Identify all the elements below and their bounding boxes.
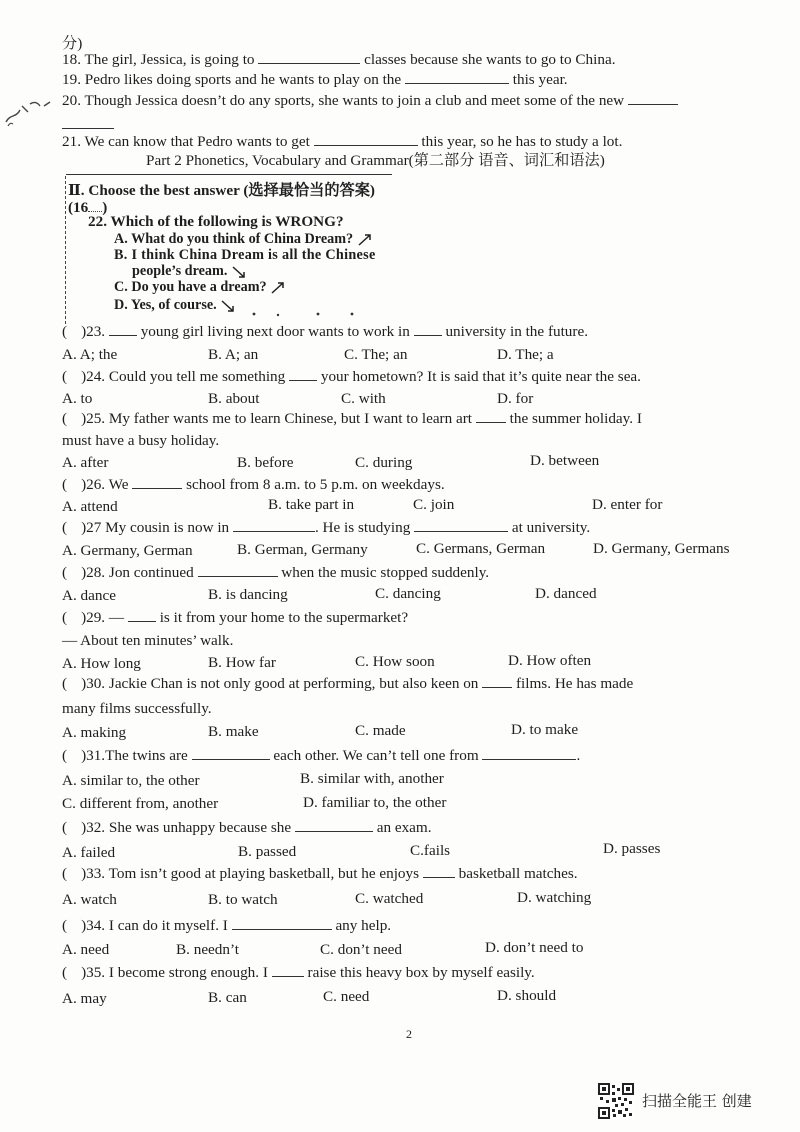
option-d[interactable]: D. don’t need to (485, 939, 584, 956)
option-c[interactable]: C. join (413, 496, 455, 513)
question-number: 20. (62, 92, 81, 109)
option-a[interactable]: A. may (62, 990, 107, 1007)
option-d[interactable]: D. How often (508, 652, 592, 669)
answer-paren: ( (62, 323, 68, 340)
question-24 (62, 367, 641, 387)
answer-blank (476, 422, 506, 423)
answer-paren: ( (62, 917, 68, 934)
question-text: an exam. (376, 819, 432, 836)
question-number: )25. (81, 410, 106, 427)
question-33 (62, 864, 578, 884)
option-d[interactable]: D. for (497, 390, 534, 407)
option-a[interactable]: A. failed (62, 844, 116, 861)
question-text: We can know that Pedro wants to get (84, 133, 310, 150)
option-a[interactable]: A. A; the (62, 346, 118, 363)
option-d[interactable]: D. passes (603, 840, 661, 857)
option-d[interactable]: D. to make (511, 721, 579, 738)
answer-blank (482, 759, 576, 760)
answer-blank (423, 877, 455, 878)
option-b[interactable]: B. about (208, 390, 260, 407)
dialogue-dash: — (108, 609, 125, 626)
question-number: )31. (81, 747, 106, 764)
answer-paren: ( (62, 564, 68, 581)
option-b[interactable]: B. needn’t (176, 941, 239, 958)
option-b[interactable]: B. is dancing (208, 586, 288, 603)
question-text: classes because she wants to go to China. (364, 51, 616, 68)
question-text: any help. (335, 917, 392, 934)
question-21 (62, 132, 622, 152)
question-text: The girl, Jessica, is going to (84, 51, 255, 68)
question-text: raise this heavy box by myself easily. (307, 964, 535, 981)
answer-blank (232, 929, 332, 930)
question-text: this year. (512, 71, 568, 88)
question-number: )24. (81, 368, 106, 385)
option-b[interactable]: B. can (208, 989, 247, 1006)
answer-paren: ( (62, 609, 68, 626)
question-text: I can do it myself. I (108, 917, 228, 934)
question-31 (62, 746, 580, 766)
question-text: the summer holiday. I (509, 410, 642, 427)
option-a[interactable]: A. attend (62, 498, 118, 515)
question-number: )35. (81, 964, 106, 981)
answer-blank (414, 335, 442, 336)
question-number: )33. (81, 865, 106, 882)
rising-intonation-arrow-icon (270, 281, 286, 295)
option-a[interactable]: A. need (62, 941, 110, 958)
option-c[interactable]: C. need (323, 988, 370, 1005)
q22-option-c (114, 277, 286, 297)
option-c[interactable]: C. watched (355, 890, 424, 907)
option-c[interactable]: C. dancing (375, 585, 441, 602)
answer-paren: ( (62, 519, 68, 536)
option-c[interactable]: C. Germans, German (416, 540, 546, 557)
option-text: D. Yes, of course. (114, 297, 217, 313)
question-25-continued: must have a busy holiday. (62, 432, 220, 449)
question-text: your hometown? It is said that it’s quite near the sea. (320, 368, 641, 385)
question-number: )27 (81, 519, 102, 536)
question-text: when the music stopped suddenly. (281, 564, 490, 581)
option-text: people’s dream. (132, 263, 228, 279)
question-number: 19. (62, 71, 81, 88)
question-text: Though Jessica doesn’t do any sports, she wants to join a club and meet some of the new (84, 92, 625, 109)
option-a[interactable]: A. to (62, 390, 93, 407)
answer-blank (128, 621, 156, 622)
answer-paren: ( (62, 819, 68, 836)
answer-blank (272, 976, 304, 977)
question-26 (62, 475, 445, 495)
question-text: at university. (511, 519, 591, 536)
question-text: She was unhappy because she (108, 819, 292, 836)
option-a[interactable]: A. dance (62, 587, 116, 604)
question-text: . He is studying (314, 519, 411, 536)
option-c[interactable]: C.fails (410, 842, 451, 859)
option-d[interactable]: D. should (497, 987, 557, 1004)
question-29 (62, 608, 408, 628)
option-d[interactable]: D. Germany, Germans (593, 540, 730, 557)
option-b[interactable]: B. How far (208, 654, 276, 671)
question-23 (62, 322, 588, 342)
question-text: this year, so he has to study a lot. (421, 133, 623, 150)
question-number: 21. (62, 133, 81, 150)
answer-blank (132, 488, 182, 489)
scan-speck-marks (250, 310, 360, 318)
option-a[interactable]: A. making (62, 724, 127, 741)
question-text: Jackie Chan is not only good at performing, but also keen on (108, 675, 479, 692)
answer-blank (314, 145, 418, 146)
option-b[interactable]: B. before (237, 454, 294, 471)
answer-paren: ( (62, 964, 68, 981)
question-text: My father wants me to learn Chinese, but I want to learn art (108, 410, 473, 427)
question-text: The twins are (105, 747, 188, 764)
question-30 (62, 674, 633, 694)
option-c[interactable]: C. different from, another (62, 795, 219, 812)
question-text: Jon continued (108, 564, 194, 581)
answer-blank (405, 83, 509, 84)
answer-paren: ( (62, 747, 68, 764)
option-a[interactable]: A. similar to, the other (62, 772, 200, 789)
option-a[interactable]: A. after (62, 454, 109, 471)
question-text: I become strong enough. I (108, 964, 268, 981)
option-b[interactable]: B. take part in (268, 496, 355, 513)
option-b[interactable]: B. to watch (208, 891, 278, 908)
question-34 (62, 916, 391, 936)
scanner-watermark: 扫描全能王 创建 (642, 1092, 752, 1110)
question-32 (62, 818, 432, 838)
question-28 (62, 563, 489, 583)
q22-option-d (114, 295, 236, 315)
option-text: C. Do you have a dream? (114, 279, 267, 295)
question-number: )26. (81, 476, 106, 493)
answer-blank (198, 576, 278, 577)
answer-blank-continued (62, 128, 114, 129)
question-text: Could you tell me something (108, 368, 286, 385)
question-19 (62, 70, 568, 90)
question-number: )34. (81, 917, 106, 934)
question-text: is it from your home to the supermarket? (159, 609, 409, 626)
question-text: young girl living next door wants to work in (140, 323, 410, 340)
option-a[interactable]: A. How long (62, 655, 141, 672)
question-27 (62, 518, 590, 538)
question-35 (62, 963, 535, 983)
option-d[interactable]: D. danced (535, 585, 597, 602)
option-b[interactable]: B. passed (238, 843, 297, 860)
section-box-left-border (65, 176, 66, 324)
question-number: )29. (81, 609, 106, 626)
question-text: each other. We can’t tell one from (273, 747, 479, 764)
answer-blank (628, 104, 678, 105)
question-25 (62, 409, 642, 429)
question-text: Pedro likes doing sports and he wants to play on the (84, 71, 402, 88)
falling-intonation-arrow-icon (220, 299, 236, 313)
option-c[interactable]: C. with (341, 390, 386, 407)
option-c[interactable]: C. during (355, 454, 413, 471)
answer-paren: ( (62, 675, 68, 692)
option-a[interactable]: A. Germany, German (62, 542, 193, 559)
points-close: ) (102, 199, 108, 216)
question-number: 18. (62, 51, 81, 68)
question-number: )28. (81, 564, 106, 581)
question-text: My cousin is now in (105, 519, 230, 536)
answer-blank (258, 63, 360, 64)
cut-line-fragment: 分) (62, 35, 83, 52)
option-text: A. What do you think of China Dream? (114, 231, 354, 247)
question-text: university in the future. (445, 323, 588, 340)
option-d[interactable]: D. The; a (497, 346, 554, 363)
qr-code-icon (598, 1083, 634, 1119)
answer-blank (233, 531, 315, 532)
answer-blank (482, 687, 512, 688)
question-text: . (576, 747, 581, 764)
option-b[interactable]: B. German, Germany (237, 541, 368, 558)
option-b[interactable]: B. make (208, 723, 259, 740)
option-b[interactable]: B. A; an (208, 346, 259, 363)
question-20 (62, 91, 678, 111)
answer-blank (289, 380, 317, 381)
question-text: school from 8 a.m. to 5 p.m. on weekdays. (186, 476, 445, 493)
question-text: films. He has made (516, 675, 634, 692)
answer-blank (109, 335, 137, 336)
section-title: Ⅱ. Choose the best answer (选择最恰当的答案) (68, 182, 375, 199)
question-30-continued: many films successfully. (62, 700, 212, 717)
option-c[interactable]: C. How soon (355, 653, 435, 670)
page-number: 2 (406, 1027, 412, 1041)
answer-blank (192, 759, 270, 760)
option-c[interactable]: C. don’t need (320, 941, 402, 958)
question-29-response: — About ten minutes’ walk. (62, 632, 234, 649)
pencil-scribble-mark (0, 92, 60, 132)
option-d[interactable]: D. between (530, 452, 600, 469)
question-text: Tom isn’t good at playing basketball, but he enjoys (108, 865, 420, 882)
answer-paren: ( (62, 865, 68, 882)
answer-paren: ( (62, 476, 68, 493)
question-18 (62, 50, 616, 70)
answer-blank (295, 831, 373, 832)
option-d[interactable]: D. watching (517, 889, 592, 906)
option-a[interactable]: A. watch (62, 891, 117, 908)
part2-heading: Part 2 Phonetics, Vocabulary and Grammar(第二部分 语音、词汇和语法) (146, 152, 605, 169)
question-text: We (108, 476, 129, 493)
points-label: (16 (68, 199, 89, 216)
answer-paren: ( (62, 410, 68, 427)
option-b[interactable]: B. similar with, another (300, 770, 444, 787)
answer-blank (414, 531, 508, 532)
option-d[interactable]: D. enter for (592, 496, 663, 513)
q22-option-b: B. I think China Dream is all the Chinese (114, 247, 376, 263)
option-c[interactable]: C. The; an (344, 346, 408, 363)
section-divider-top (66, 174, 392, 175)
question-text: basketball matches. (458, 865, 578, 882)
question-22-stem: 22. Which of the following is WRONG? (88, 213, 344, 230)
answer-paren: ( (62, 368, 68, 385)
option-d[interactable]: D. familiar to, the other (303, 794, 447, 811)
question-number: )32. (81, 819, 106, 836)
question-number: )30. (81, 675, 106, 692)
option-c[interactable]: C. made (355, 722, 406, 739)
question-number: )23. (81, 323, 106, 340)
